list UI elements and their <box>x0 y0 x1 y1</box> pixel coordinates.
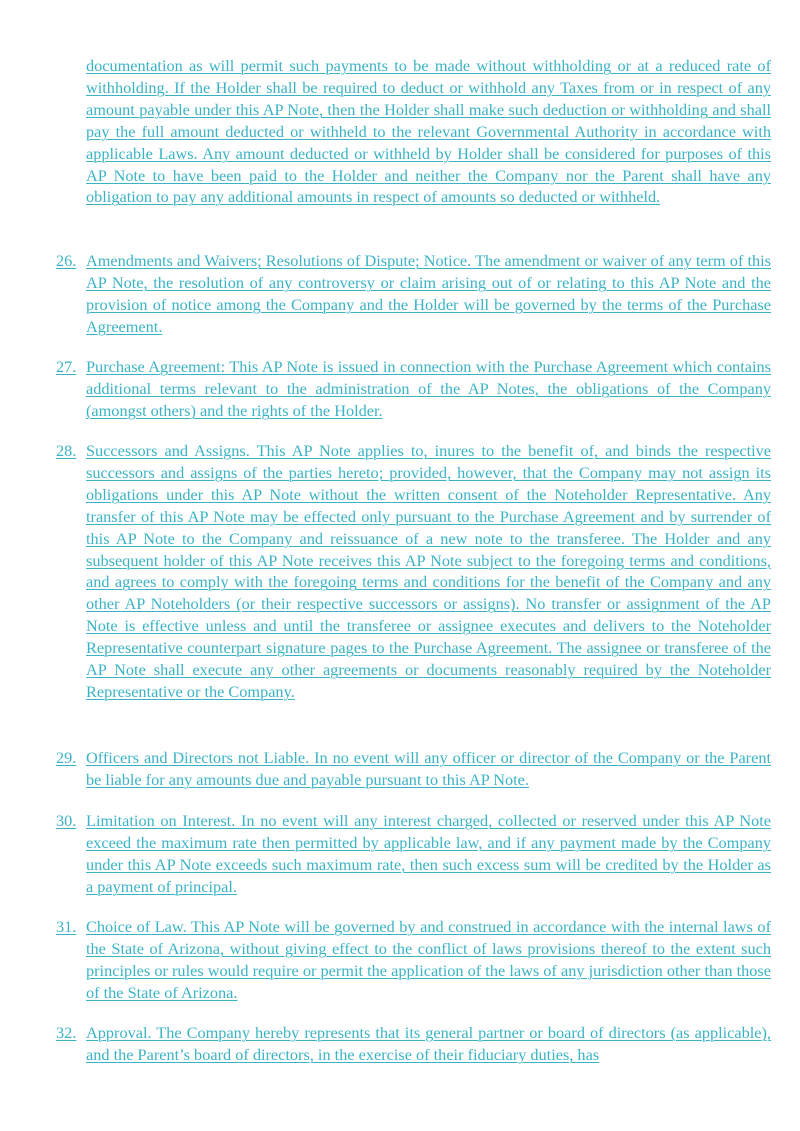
clause-text: Successors and Assigns. This AP Note applies to, inures to the benefit of, and binds the respective successors and assigns of the parties hereto; provided, however, that the Company may not assign its obligations under this AP Note without the written consent of the Noteholder Representative. Any transfer of this AP Note may be effected only pursuant to the Purchase Agreement and by surrender of this AP Note to the Company and reissuance of a new note to the transferee. The Holder and any subsequent holder of this AP Note receives this AP Note subject to the foregoing terms and conditions, and agrees to comply with the foregoing terms and conditions for the benefit of the Company and any other AP Noteholders (or their respective successors or assigns). No transfer or assignment of the AP Note is effective unless and until the transferee or assignee executes and delivers to the Noteholder Representative counterpart signature pages to the Purchase Agreement. The assignee or transferee of the AP Note shall execute any other agreements or documents reasonably required by the Noteholder Representative or the Company. <box>86 441 771 701</box>
clause-26 <box>56 250 771 338</box>
clause-32 <box>56 1022 771 1066</box>
clause-28 <box>56 440 771 703</box>
clause-number: 30. <box>56 811 77 830</box>
clause-number: 28. <box>56 441 77 460</box>
clause-text: Limitation on Interest. In no event will any interest charged, collected or reserved under this AP Note exceed the maximum rate then permitted by applicable law, and if any payment made by the Company under this AP Note exceeds such maximum rate, then such excess sum will be credited by the Holder as a payment of principal. <box>86 811 771 896</box>
clause-29 <box>56 747 771 791</box>
clause-number: 31. <box>56 917 77 936</box>
clause-30 <box>56 810 771 898</box>
clause-text: Purchase Agreement: This AP Note is issued in connection with the Purchase Agreement which contains additional terms relevant to the administration of the AP Notes, the obligations of the Company (amongst others) and the rights of the Holder. <box>86 357 771 420</box>
clause-number: 29. <box>56 748 77 767</box>
clause-number: 26. <box>56 251 77 270</box>
continued-paragraph: documentation as will permit such payments to be made without withholding or at a reduced rate of withholding. If the Holder shall be required to deduct or withhold any Taxes from or in respect of any amount payable under this AP Note, then the Holder shall make such deduction or withholding and shall pay the full amount deducted or withheld to the relevant Governmental Authority in accordance with applicable Laws. Any amount deducted or withheld by Holder shall be considered for purposes of this AP Note to have been paid to the Holder and neither the Company nor the Parent shall have any obligation to pay any additional amounts in respect of amounts so deducted or withheld. <box>86 56 771 207</box>
clause-number: 27. <box>56 357 77 376</box>
clause-text: Approval. The Company hereby represents that its general partner or board of directors (as applicable), and the Parent’s board of directors, in the exercise of their fiduciary duties, has <box>86 1023 771 1064</box>
clause-text: Choice of Law. This AP Note will be governed by and construed in accordance with the internal laws of the State of Arizona, without giving effect to the conflict of laws provisions thereof to the extent such principles or rules would require or permit the application of the laws of any jurisdiction other than those of the State of Arizona. <box>86 917 771 1002</box>
clause-text: Amendments and Waivers; Resolutions of Dispute; Notice. The amendment or waiver of any term of this AP Note, the resolution of any controversy or claim arising out of or relating to this AP Note and the provision of notice among the Company and the Holder will be governed by the terms of the Purchase Agreement. <box>86 251 771 336</box>
clause-31 <box>56 916 771 1004</box>
clause-text: Officers and Directors not Liable. In no event will any officer or director of the Company or the Parent be liable for any amounts due and payable pursuant to this AP Note. <box>86 748 771 789</box>
clause-27 <box>56 356 771 422</box>
clause-number: 32. <box>56 1023 77 1042</box>
